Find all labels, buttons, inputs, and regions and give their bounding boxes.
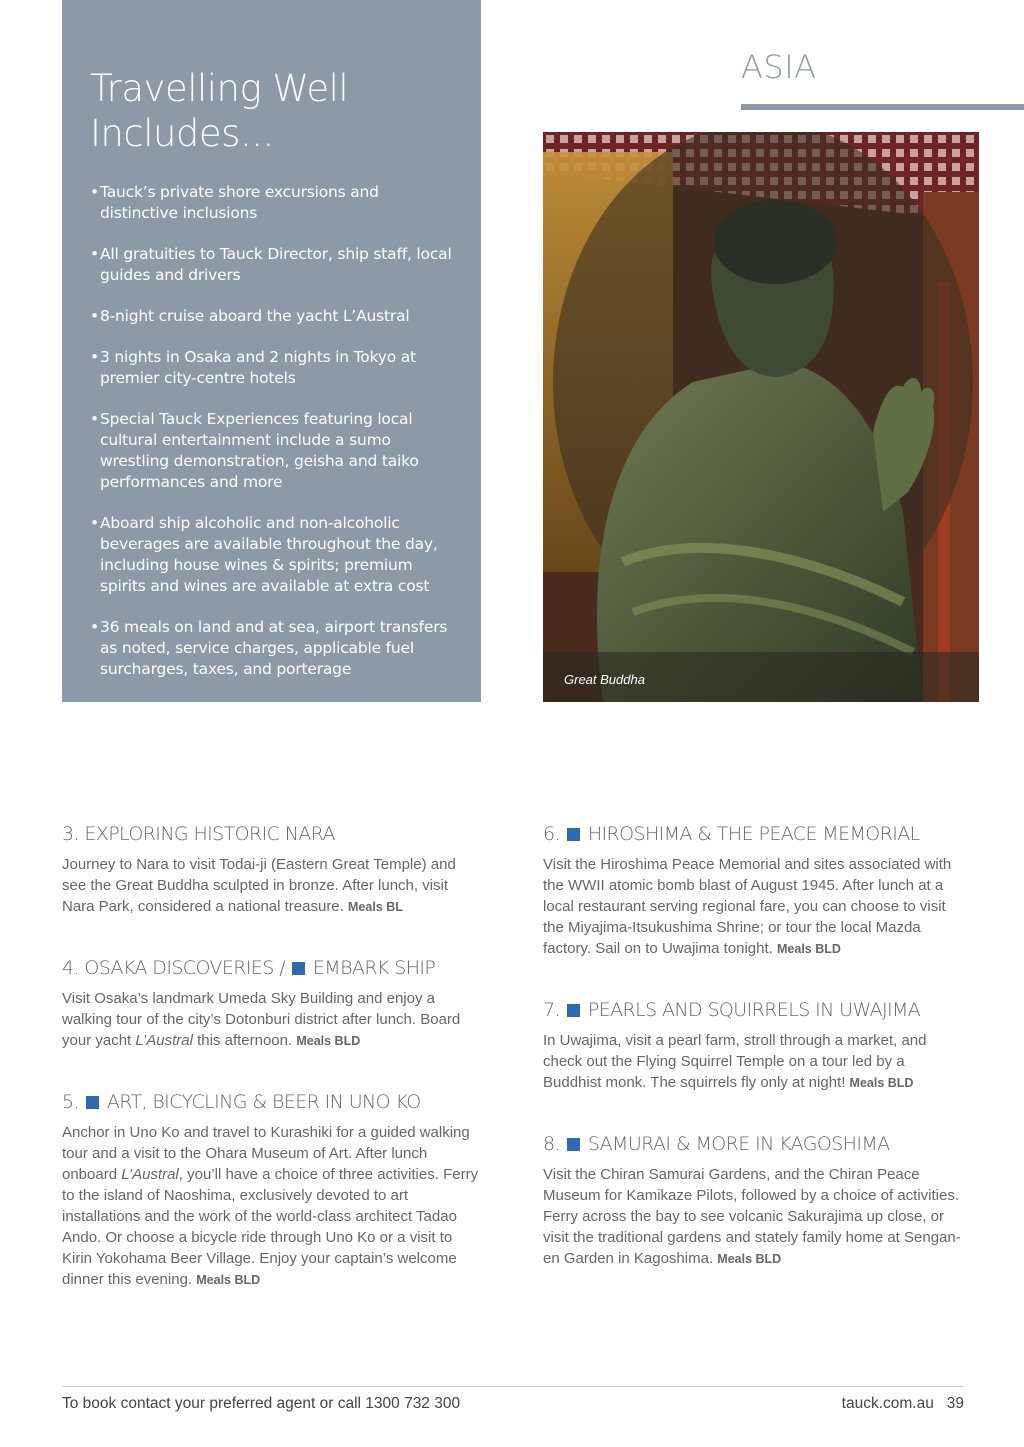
day-text: Anchor in Uno Ko and travel to Kurashiki for a guided walking tour and a visit to the Ohara Museum of Art. After lunch onboard L’Austral, you’ll have a choice of three activities. Ferry to the island of Naoshima, exclusively devoted to art installations and the work of the world-class architect Tadao Ando. Or choose a bicycle ride through Uno Ko or a visit to Kirin Yokohama Beer Village. Enjoy your captain’s welcome dinner this evening. Meals BLD: [62, 1124, 479, 1288]
region-title: ASIA: [741, 48, 817, 86]
meals-label: Meals BLD: [777, 942, 841, 956]
great-buddha-photo: [543, 132, 979, 702]
meals-label: Meals BLD: [849, 1076, 914, 1090]
day-8: [543, 1132, 963, 1270]
meals-label: Meals BLD: [717, 1252, 782, 1266]
cruise-square-icon: [567, 1138, 580, 1151]
footer-rule: [62, 1386, 964, 1387]
inclusions-list: [90, 182, 453, 680]
day-text: Visit the Hiroshima Peace Memorial and sites associated with the WWII atomic bomb blast of August 1945. After lunch at a local restaurant serving regional fare, you can choose to visit the Miyajima-Itsukushima Shrine; or tour the local Mazda factory. Sail on to Uwajima tonight. Meals BLD: [543, 856, 952, 957]
day-title: 5. ART, BICYCLING & BEER IN UNO KO: [62, 1091, 421, 1113]
day-5: [62, 1090, 482, 1291]
inclusion-item: • Tauck’s private shore excursions and distinctive inclusions: [90, 183, 379, 222]
footer-contact: To book contact your preferred agent or call 1300 732 300: [62, 1395, 461, 1412]
photo-caption: Great Buddha: [564, 672, 645, 687]
bullet-icon: •: [90, 307, 99, 325]
inclusions-panel: [62, 0, 481, 702]
day-text: Visit Osaka’s landmark Umeda Sky Building and enjoy a walking tour of the city’s Dotonburi district after lunch. Board your yacht L’Austral this afternoon. Meals BLD: [62, 990, 461, 1049]
bullet-icon: •: [90, 410, 99, 428]
day-4: [62, 956, 482, 1052]
bullet-icon: •: [90, 245, 99, 263]
inclusion-item: • Aboard ship alcoholic and non-alcoholic beverages are available throughout the day, including house wines & spirits; premium spirits and wines are available at extra cost: [90, 514, 438, 595]
day-title: 4. OSAKA DISCOVERIES / EMBARK SHIP: [62, 957, 436, 979]
inclusion-item: • All gratuities to Tauck Director, ship staff, local guides and drivers: [90, 245, 452, 284]
inclusions-title-line1: Travelling Well: [90, 67, 349, 110]
bullet-icon: •: [90, 183, 99, 201]
day-title: 6. HIROSHIMA & THE PEACE MEMORIAL: [543, 823, 920, 845]
day-title: 8. SAMURAI & MORE IN KAGOSHIMA: [543, 1133, 890, 1155]
day-title: 7. PEARLS AND SQUIRRELS IN UWAJIMA: [543, 999, 921, 1021]
itinerary-left-column: [62, 822, 482, 1329]
inclusions-title-line2: Includes...: [90, 112, 274, 155]
day-7: [543, 998, 963, 1094]
meals-label: Meals BLD: [296, 1034, 361, 1048]
region-rule: [741, 104, 1024, 110]
itinerary-right-column: [543, 822, 963, 1308]
day-title: 3. EXPLORING HISTORIC NARA: [62, 823, 335, 845]
day-6: [543, 822, 963, 960]
bullet-icon: •: [90, 348, 99, 366]
bullet-icon: •: [90, 618, 99, 636]
inclusions-title: [90, 66, 453, 156]
cruise-square-icon: [292, 962, 305, 975]
meals-label: Meals BL: [348, 900, 403, 914]
day-3: [62, 822, 482, 918]
footer-site-link[interactable]: tauck.com.au: [841, 1395, 934, 1412]
meals-label: Meals BLD: [196, 1273, 261, 1287]
page-number: 39: [946, 1395, 964, 1412]
inclusion-item: • 36 meals on land and at sea, airport transfers as noted, service charges, applicable fuel surcharges, taxes, and porterage: [90, 618, 448, 678]
inclusion-item: • Special Tauck Experiences featuring local cultural entertainment include a sumo wrestling demonstration, geisha and taiko performances and more: [90, 410, 419, 491]
buddha-illustration: [543, 132, 979, 702]
cruise-square-icon: [567, 1004, 580, 1017]
cruise-square-icon: [86, 1096, 99, 1109]
inclusion-item: • 8-night cruise aboard the yacht L’Austral: [90, 307, 410, 325]
cruise-square-icon: [567, 828, 580, 841]
day-text: Journey to Nara to visit Todai-ji (Eastern Great Temple) and see the Great Buddha sculpted in bronze. After lunch, visit Nara Park, considered a national treasure. Meals BL: [62, 856, 456, 915]
inclusion-item: • 3 nights in Osaka and 2 nights in Tokyo at premier city-centre hotels: [90, 348, 416, 387]
day-text: In Uwajima, visit a pearl farm, stroll through a market, and check out the Flying Squirrel Temple on a tour led by a Buddhist monk. The squirrels fly only at night! Meals BLD: [543, 1032, 927, 1091]
bullet-icon: •: [90, 514, 99, 532]
footer-right: [842, 1395, 964, 1413]
day-text: Visit the Chiran Samurai Gardens, and the Chiran Peace Museum for Kamikaze Pilots, followed by a choice of activities. Ferry across the bay to see volcanic Sakurajima up close, or visit the traditional gardens and stately family home at Sengan-en Garden in Kagoshima. Meals BLD: [543, 1166, 961, 1267]
